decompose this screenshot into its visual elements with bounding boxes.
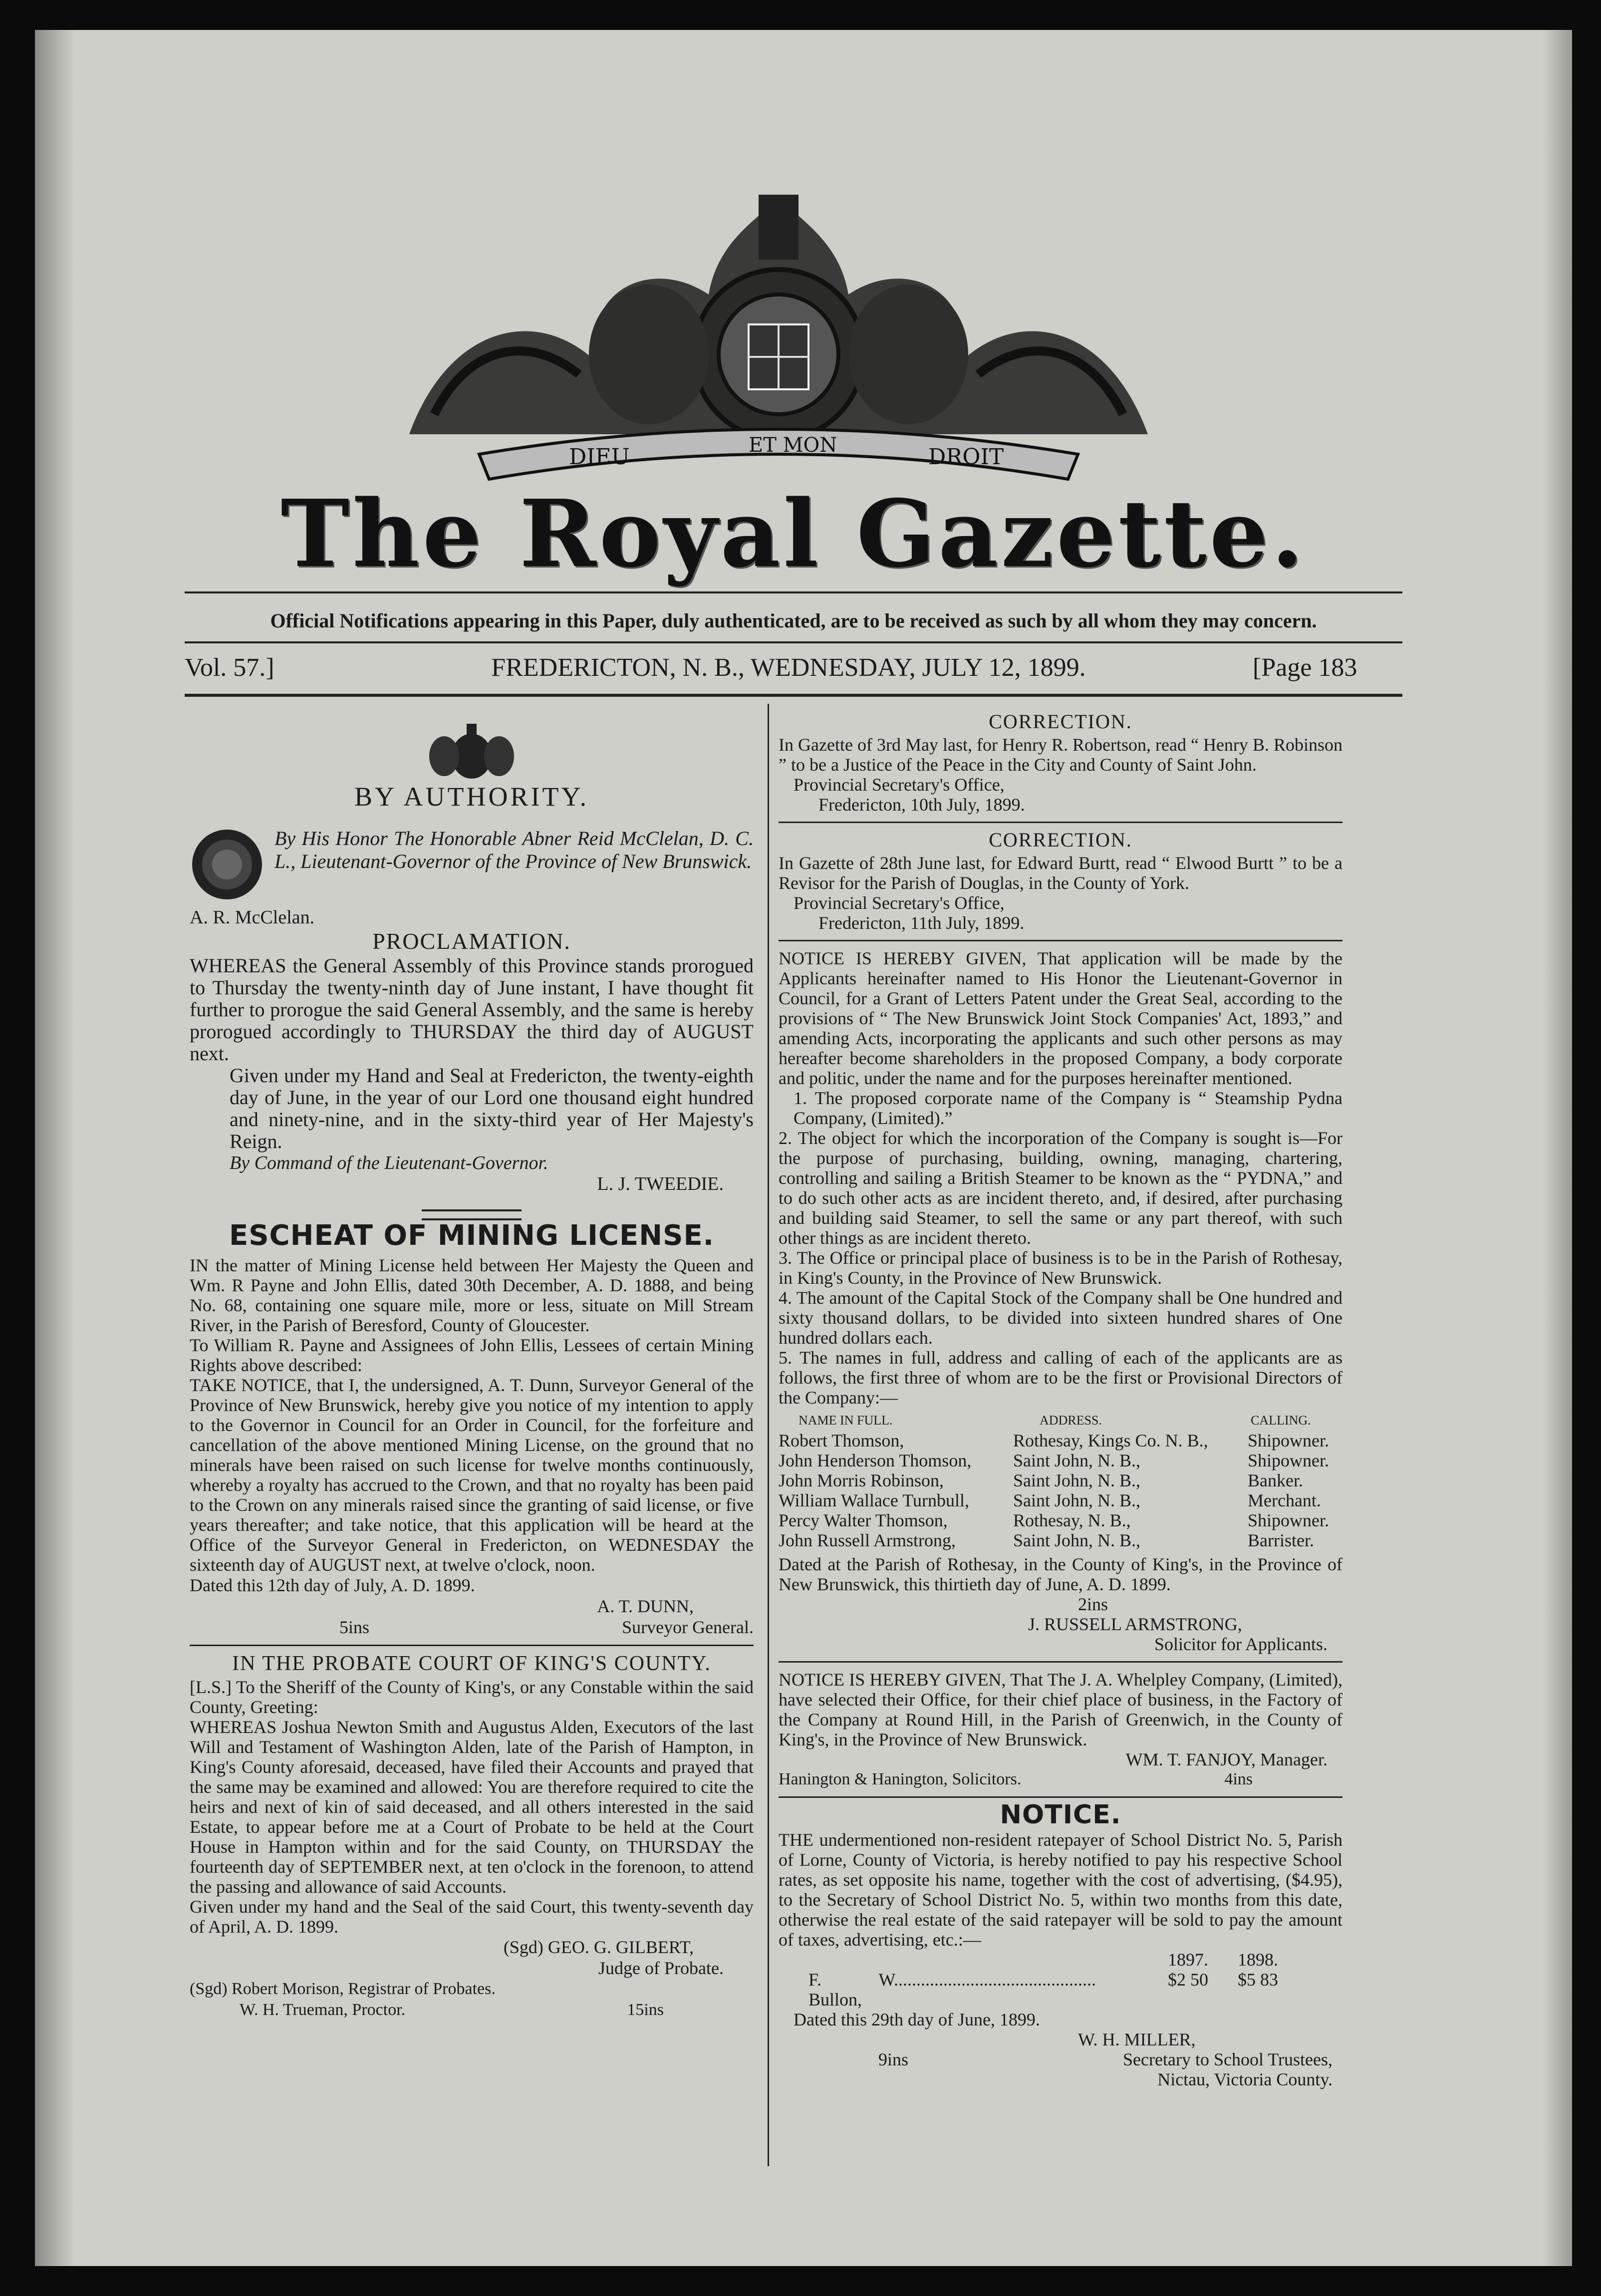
escheat-matter: IN the matter of Mining License held between Her Majesty the Queen and Wm. R Payne and John Ellis, dated 30th December, A. D. 1888, and being No. 68, containing one square mile, more or less, situate on Mill Stream River, in the Parish of Beresford, County of Gloucester. (190, 1255, 754, 1335)
notice-3-body: THE undermentioned non-resident ratepayer of School District No. 5, Parish of Lorne, County of Victoria, is hereby notified to pay his respective School rates, as set opposite his name, together with the cost of advertising, ($4.95), to the Secretary of School District No. 5, within two months from this date, otherwise the real estate of the said ratepayer will be sold to pay the amount of taxes, advertising, etc.:— (779, 1830, 1342, 1950)
correction-2-office: Provincial Secretary's Office, (794, 893, 1005, 913)
notice-1-signature: J. RUSSELL ARMSTRONG, (1028, 1614, 1242, 1634)
year-1897: 1897. (1168, 1950, 1208, 1970)
correction-2-heading: CORRECTION. (989, 829, 1132, 851)
honor-text: By His Honor The Honorable Abner Reid McClelan, D. C. L., Lieutenant-Governor of the Province of New Brunswick. (274, 827, 754, 872)
tagline: Official Notifications appearing in this Paper, duly authenticated, are to be received as such by all whom they may concern. (270, 609, 1317, 632)
applicant-name: John Russell Armstrong, (779, 1530, 956, 1550)
separator (190, 1645, 754, 1646)
book-spine (1552, 30, 1572, 2266)
ornament-rule (422, 1209, 522, 1220)
applicant-calling: Barrister. (1248, 1530, 1314, 1550)
table-row (779, 1470, 1342, 1490)
table-row (779, 1431, 1342, 1450)
probate-body: WHEREAS Joshua Newton Smith and Augustus Alden, Executors of the last Will and Testament of Washington Alden, late of the Parish of Hampton, in King's County aforesaid, deceased, have filed their Accounts and prayed that the same may be examined and allowed: You are therefore required to cite the heirs and next of kin of said deceased, and all others interested in the said Estate, to appear before me at a Court of Probate to be held at the Court House in Hampton within and for the said County, on THURSDAY the fourteenth day of SEPTEMBER next, at ten o'clock in the forenoon, to attend the passing and allowance of said Accounts. (190, 1717, 754, 1897)
newspaper-page (35, 30, 1572, 2266)
notice-1-item-4: 4. The amount of the Capital Stock of the Company shall be One hundred and sixty thousand dollars, to be divided into sixteen hundred shares of One hundred dollars each. (779, 1288, 1342, 1348)
applicant-name: Robert Thomson, (779, 1431, 904, 1450)
notice-1-insertions: 2ins (1078, 1594, 1108, 1614)
escheat-insertions: 5ins (339, 1617, 370, 1637)
table-row (779, 1490, 1342, 1510)
notice-3-signature-place: Nictau, Victoria County. (1157, 2069, 1333, 2089)
rate-1897: $2 50 (1168, 1970, 1208, 1990)
royal-coat-of-arms (389, 175, 1168, 494)
probate-address: [L.S.] To the Sheriff of the County of King's, or any Constable within the said County, Greeting: (190, 1677, 754, 1717)
applicant-address: Saint John, N. B., (1013, 1450, 1141, 1470)
page-number: [Page 183 (1253, 653, 1357, 682)
separator (779, 822, 1342, 823)
escheat-signature: A. T. DUNN, (597, 1596, 694, 1616)
column-divider (768, 704, 769, 2166)
notice-3-signature: W. H. MILLER, (1078, 2029, 1196, 2049)
notice-3-dated: Dated this 29th day of June, 1899. (794, 2009, 1040, 2029)
year-1898: 1898. (1238, 1950, 1278, 1970)
correction-2-body: In Gazette of 28th June last, for Edward Burtt, read “ Elwood Burtt ” to be a Revisor for the Parish of Douglas, in the County of York. (779, 853, 1342, 893)
probate-insertions: 15ins (627, 2001, 664, 2019)
rate-1898: $5 83 (1238, 1970, 1278, 1990)
applicant-calling: Shipowner. (1248, 1510, 1330, 1530)
rule-date (185, 694, 1402, 697)
table-row (779, 1510, 1342, 1530)
separator (779, 940, 1342, 941)
table-row (779, 1450, 1342, 1470)
notice-1-item-1: 1. The proposed corporate name of the Company is “ Steamship Pydna Company, (Limited).” (794, 1088, 1342, 1128)
escheat-heading: ESCHEAT OF MINING LICENSE. (229, 1219, 715, 1252)
small-crest-icon (422, 721, 522, 781)
escheat-notice: TAKE NOTICE, that I, the undersigned, A. T. Dunn, Surveyor General of the Province of New Brunswick, hereby give you notice of my intention to apply to the Governor in Council for an Order in Council, for the forfeiture and cancellation of the above mentioned Mining License, on the ground that no minerals have been raised on such license for twelve months continuously, whereby a royalty has accrued to the Crown, and that no royalty has been paid to the Crown on any minerals raised since the granting of said license, or five years thereafter; and take notice, that this application will be heard at the Office of the Surveyor General in Fredericton, on WEDNESDAY the sixteenth day of AUGUST next, at twelve o'clock, noon. (190, 1375, 754, 1575)
rule-top (185, 591, 1402, 593)
proclamation-command: By Command of the Lieutenant-Governor. (230, 1152, 548, 1173)
separator (779, 1796, 1342, 1798)
notice-2-signature: WM. T. FANJOY, Manager. (1125, 1749, 1328, 1769)
applicant-name: John Morris Robinson, (779, 1470, 944, 1490)
leader-dots: ............................................ (898, 1970, 1096, 1990)
separator (779, 1661, 1342, 1663)
left-column (190, 711, 754, 2020)
notice-1-signature-title: Solicitor for Applicants. (1154, 1634, 1328, 1654)
proclamation-given: Given under my Hand and Seal at Fredericton, the twenty-eighth day of June, in the year of our Lord one thousand eight hundred and ninety-nine, and in the sixty-third year of Her Majesty's Reign. (230, 1064, 754, 1152)
correction-2-date: Fredericton, 11th July, 1899. (818, 913, 1025, 933)
masthead-title: The Royal Gazette. (280, 479, 1307, 588)
by-authority-heading: BY AUTHORITY. (354, 782, 589, 812)
applicant-calling: Merchant. (1248, 1490, 1321, 1510)
applicants-table (779, 1431, 1342, 1550)
applicant-calling: Shipowner. (1248, 1450, 1330, 1470)
probate-proctor: W. H. Trueman, Proctor. (240, 2001, 406, 2019)
escheat-addressees: To William R. Payne and Assignees of John Ellis, Lessees of certain Mining Rights above described: (190, 1335, 754, 1375)
notice-1-item-2: 2. The object for which the incorporation of the Company is sought is—For the purpose of purchasing, building, owning, managing, chartering, controlling and sailing a British Steamer to be known as the “ PYDNA,” and to do such other acts as are incident thereto, and, if desired, after purchasing and building said Steamer, to sell the same or any part thereof, with such other things as are incident thereto. (779, 1128, 1342, 1248)
applicant-calling: Banker. (1248, 1470, 1303, 1490)
right-column (779, 709, 1342, 2089)
correction-1-heading: CORRECTION. (989, 710, 1132, 733)
notice-2-insertions: 4ins (1224, 1770, 1253, 1788)
volume: Vol. 57.] (185, 653, 274, 682)
notice-3-insertions: 9ins (878, 2049, 909, 2069)
ribbon-dieu: DIEU (569, 444, 630, 470)
rates-row (779, 1970, 1342, 2009)
escheat-footer (190, 1617, 754, 1638)
applicant-address: Rothesay, Kings Co. N. B., (1013, 1431, 1208, 1450)
great-seal-icon (190, 827, 265, 902)
notice-1-item-3: 3. The Office or principal place of business is to be in the Parish of Rothesay, in King's County, in the Province of New Brunswick. (779, 1248, 1342, 1288)
applicant-name: Percy Walter Thomson, (779, 1510, 948, 1530)
honor-block (190, 827, 754, 902)
header-calling: CALLING. (1251, 1413, 1311, 1428)
ribbon-droit: DROIT (928, 444, 1004, 470)
correction-1-office: Provincial Secretary's Office, (794, 775, 1005, 795)
applicant-address: Saint John, N. B., (1013, 1470, 1141, 1490)
notice-1-dated: Dated at the Parish of Rothesay, in the County of King's, in the Province of New Brunswick, this thirtieth day of June, A. D. 1899. (779, 1554, 1342, 1594)
probate-given: Given under my hand and the Seal of the said Court, this twenty-seventh day of April, A. D. 1899. (190, 1897, 754, 1937)
dateline: FREDERICTON, N. B., WEDNESDAY, JULY 12, 1899. (491, 653, 1086, 682)
notice-3-footer (779, 2049, 1342, 2069)
applicants-header (779, 1411, 1342, 1431)
applicant-name: John Henderson Thomson, (779, 1450, 972, 1470)
escheat-signature-title: Surveyor General. (622, 1617, 754, 1637)
proclamation-heading: PROCLAMATION. (372, 928, 571, 954)
probate-footer (190, 2000, 754, 2020)
ratepayer-name: F. W. Bullon, (808, 1970, 898, 2009)
proclamation-signature: L. J. TWEEDIE. (597, 1173, 724, 1194)
applicant-address: Saint John, N. B., (1013, 1490, 1141, 1510)
probate-signature: (Sgd) GEO. G. GILBERT, (503, 1937, 694, 1957)
notice-1-item-5: 5. The names in full, address and calling of each of the applicants are as follows, the first three of whom are to be the first or Provisional Directors of the Company:— (779, 1348, 1342, 1408)
header-address: ADDRESS. (1040, 1413, 1102, 1428)
notice-3-signature-title: Secretary to School Trustees, (1123, 2049, 1333, 2069)
rates-header (779, 1950, 1342, 1970)
notice-2-body: NOTICE IS HEREBY GIVEN, That The J. A. Whelpley Company, (Limited), have selected their Office, for their chief place of business, in the Factory of the Company at Round Hill, in the Parish of Greenwich, in the County of King's, in the Province of New Brunswick. (779, 1670, 1342, 1749)
proclamation-body: WHEREAS the General Assembly of this Province stands prorogued to Thursday the twenty-ninth day of June instant, I have thought fit further to prorogue the said General Assembly, and the same is hereby prorogued accordingly to THURSDAY the third day of AUGUST next. (190, 954, 754, 1065)
applicant-address: Saint John, N. B., (1013, 1530, 1141, 1550)
applicant-calling: Shipowner. (1248, 1431, 1330, 1450)
applicant-name: William Wallace Turnbull, (779, 1490, 969, 1510)
probate-signature-title: Judge of Probate. (598, 1958, 724, 1978)
correction-1-date: Fredericton, 10th July, 1899. (818, 795, 1025, 815)
notice-2-footer (779, 1769, 1342, 1789)
applicant-address: Rothesay, N. B., (1013, 1510, 1131, 1530)
escheat-dated: Dated this 12th day of July, A. D. 1899. (190, 1575, 475, 1595)
probate-heading: IN THE PROBATE COURT OF KING'S COUNTY. (232, 1652, 711, 1675)
signer: A. R. McClelan. (190, 907, 315, 928)
table-row (779, 1530, 1342, 1550)
notice-2-solicitors: Hanington & Hanington, Solicitors. (779, 1770, 1022, 1788)
correction-1-body: In Gazette of 3rd May last, for Henry R. Robertson, read “ Henry B. Robinson ” to be a Justice of the Peace in the City and County of Saint John. (779, 735, 1342, 775)
ribbon-et-mon: ET MON (749, 434, 837, 457)
rule-mid (185, 641, 1402, 643)
probate-registrar: (Sgd) Robert Morison, Registrar of Probates. (190, 1980, 496, 1998)
notice-3-heading: NOTICE. (1000, 1800, 1121, 1830)
header-name: NAME IN FULL. (799, 1413, 893, 1428)
notice-1-body: NOTICE IS HEREBY GIVEN, That application will be made by the Applicants hereinafter named to His Honor the Lieutenant-Governor in Council, for a Grant of Letters Patent under the Great Seal, according to the provisions of “ The New Brunswick Joint Stock Companies' Act, 1893,” and amending Acts, incorporating the applicants and such other persons as may hereafter become shareholders in the proposed Company, a body corporate and politic, under the name and for the purposes hereinafter mentioned. (779, 948, 1342, 1088)
